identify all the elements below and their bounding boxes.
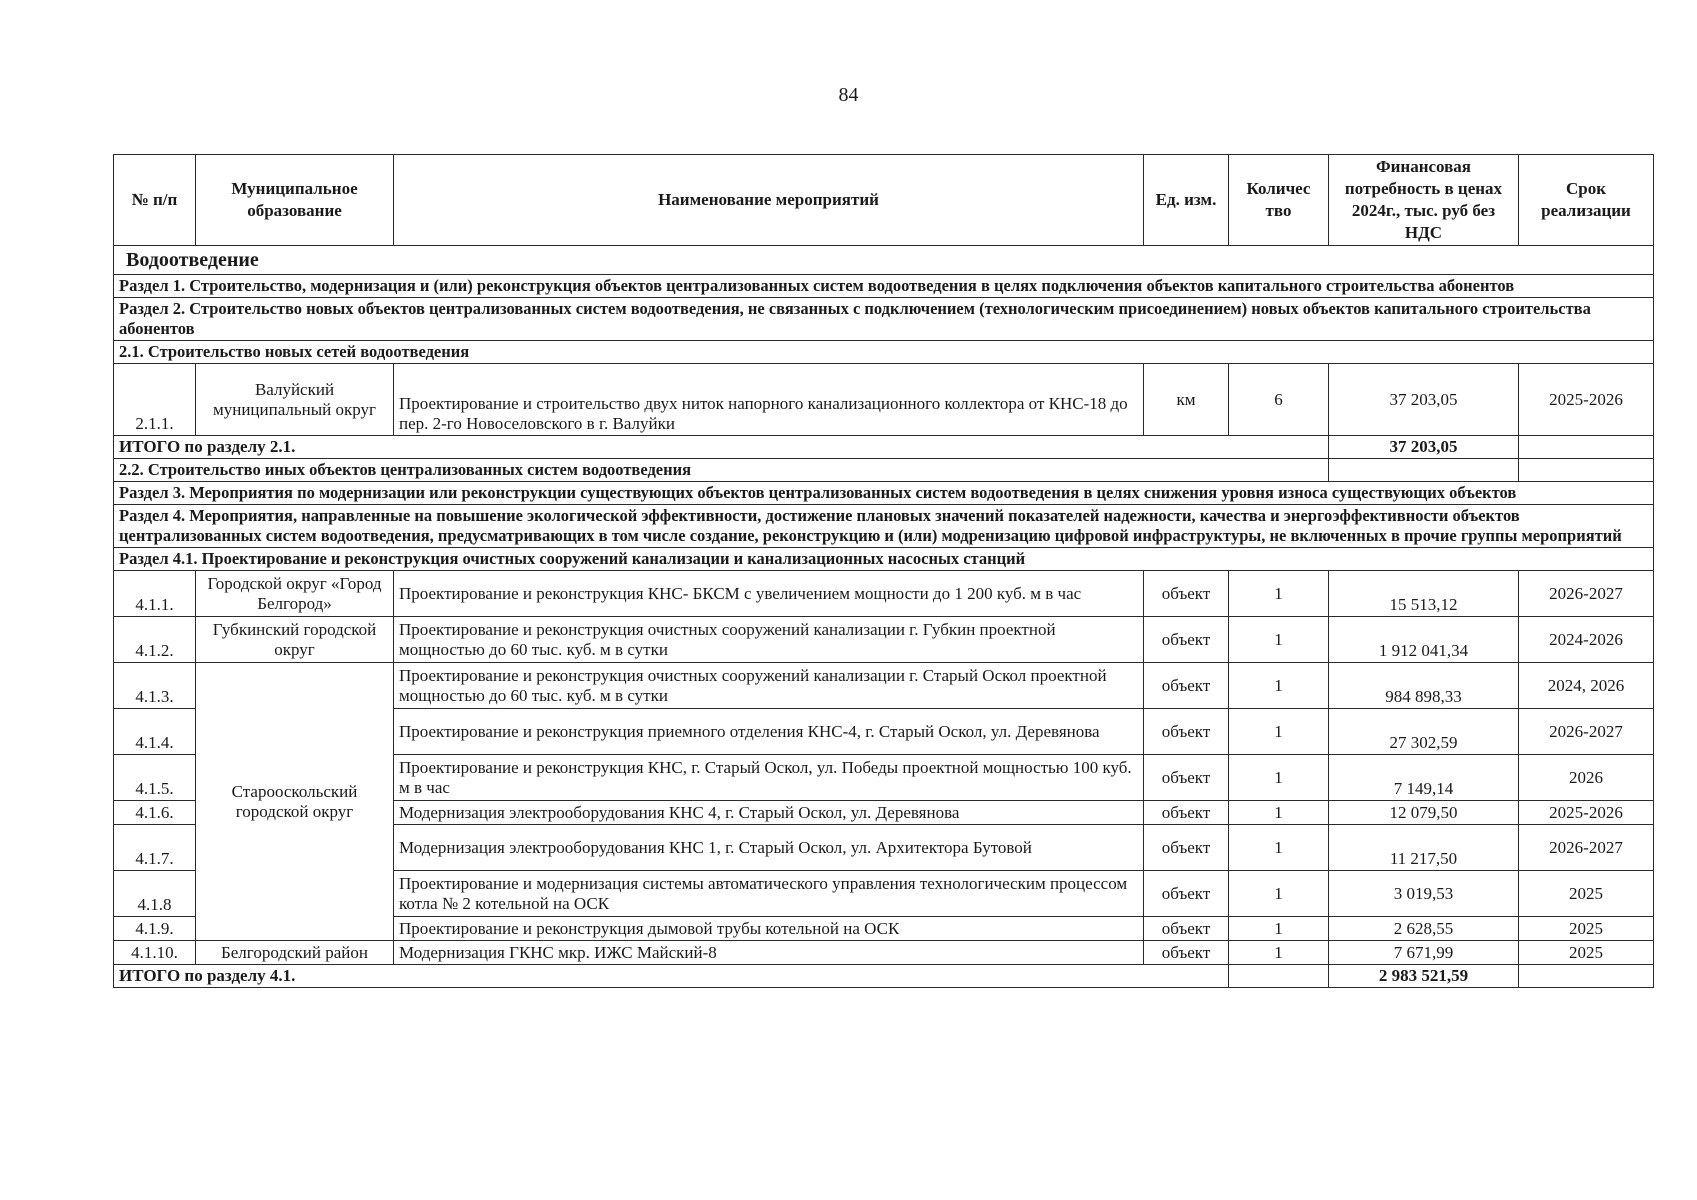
row-finance: 1 912 041,34 [1329, 617, 1519, 663]
row-unit: объект [1144, 871, 1229, 917]
row-unit: объект [1144, 709, 1229, 755]
row-num: 4.1.10. [114, 941, 196, 965]
razdel-3-row [114, 482, 1654, 505]
subsection-2-2-row [114, 459, 1654, 482]
row-quantity: 1 [1229, 941, 1329, 965]
row-unit: объект [1144, 801, 1229, 825]
measures-table [113, 154, 1654, 988]
header-name: Наименование мероприятий [394, 155, 1144, 246]
row-finance: 15 513,12 [1329, 571, 1519, 617]
table-row [114, 617, 1654, 663]
row-finance: 3 019,53 [1329, 871, 1519, 917]
row-quantity: 1 [1229, 663, 1329, 709]
row-quantity: 1 [1229, 825, 1329, 871]
row-municipality: Городской округ «Город Белгород» [196, 571, 394, 617]
section-title: Водоотведение [114, 246, 1654, 275]
row-name: Модернизация ГКНС мкр. ИЖС Майский-8 [394, 941, 1144, 965]
row-finance: 2 628,55 [1329, 917, 1519, 941]
row-quantity: 1 [1229, 709, 1329, 755]
row-quantity: 6 [1229, 364, 1329, 436]
row-quantity: 1 [1229, 801, 1329, 825]
row-name: Проектирование и строительство двух ниток напорного канализационного коллектора от КНС-18 до пер. 2-го Новоселовского в г. Валуйки [394, 364, 1144, 436]
row-deadline: 2026-2027 [1519, 571, 1654, 617]
razdel-1-title: Раздел 1. Строительство, модернизация и (или) реконструкция объектов централизованных систем водоотведения в целях подключения объектов капитального строительства абонентов [114, 275, 1654, 298]
row-num: 2.1.1. [114, 364, 196, 436]
row-num: 4.1.6. [114, 801, 196, 825]
header-finance: Финансовая потребность в ценах 2024г., тыс. руб без НДС [1329, 155, 1519, 246]
row-unit: объект [1144, 663, 1229, 709]
row-quantity: 1 [1229, 617, 1329, 663]
header-unit: Ед. изм. [1144, 155, 1229, 246]
row-num: 4.1.3. [114, 663, 196, 709]
razdel-3-title: Раздел 3. Мероприятия по модернизации или реконструкции существующих объектов централизованных систем водоотведения в целях снижения уровня износа существующих объектов [114, 482, 1654, 505]
razdel-4-row [114, 505, 1654, 548]
row-unit: объект [1144, 917, 1229, 941]
page-number: 84 [838, 84, 859, 106]
row-quantity: 1 [1229, 871, 1329, 917]
total-4-1-value: 2 983 521,59 [1329, 965, 1519, 988]
row-deadline: 2025 [1519, 871, 1654, 917]
header-municipality: Муниципальное образование [196, 155, 394, 246]
row-finance: 27 302,59 [1329, 709, 1519, 755]
row-municipality-merged: Старооскольский городской округ [196, 663, 394, 941]
table-row [114, 571, 1654, 617]
row-finance: 11 217,50 [1329, 825, 1519, 871]
row-name: Проектирование и реконструкция очистных сооружений канализации г. Старый Оскол проектной мощностью до 60 тыс. куб. м в сутки [394, 663, 1144, 709]
subsection-2-1-row [114, 341, 1654, 364]
row-name: Проектирование и реконструкция очистных сооружений канализации г. Губкин проектной мощностью до 60 тыс. куб. м в сутки [394, 617, 1144, 663]
row-unit: объект [1144, 825, 1229, 871]
razdel-2-title: Раздел 2. Строительство новых объектов централизованных систем водоотведения, не связанных с подключением (технологическим присоединением) новых объектов капитального строительства абонентов [114, 298, 1654, 341]
total-4-1-label: ИТОГО по разделу 4.1. [114, 965, 1229, 988]
header-deadline: Срок реализации [1519, 155, 1654, 246]
row-municipality: Белгородский район [196, 941, 394, 965]
row-deadline: 2026 [1519, 755, 1654, 801]
row-num: 4.1.8 [114, 871, 196, 917]
row-name: Проектирование и реконструкция приемного отделения КНС-4, г. Старый Оскол, ул. Деревянова [394, 709, 1144, 755]
row-name: Модернизация электрооборудования КНС 1, г. Старый Оскол, ул. Архитектора Бутовой [394, 825, 1144, 871]
row-name: Проектирование и реконструкция КНС- БКСМ с увеличением мощности до 1 200 куб. м в час [394, 571, 1144, 617]
header-quantity: Количес тво [1229, 155, 1329, 246]
row-name: Проектирование и модернизация системы автоматического управления технологическим процессом котла № 2 котельной на ОСК [394, 871, 1144, 917]
row-quantity: 1 [1229, 755, 1329, 801]
row-num: 4.1.1. [114, 571, 196, 617]
total-2-1-label: ИТОГО по разделу 2.1. [114, 436, 1329, 459]
razdel-1-row [114, 275, 1654, 298]
row-num: 4.1.7. [114, 825, 196, 871]
subsection-2-1-title: 2.1. Строительство новых сетей водоотведения [114, 341, 1654, 364]
row-unit: объект [1144, 941, 1229, 965]
row-num: 4.1.2. [114, 617, 196, 663]
row-num: 4.1.9. [114, 917, 196, 941]
row-unit: объект [1144, 617, 1229, 663]
table-header-row [114, 155, 1654, 246]
table-row [114, 663, 1654, 709]
razdel-2-row [114, 298, 1654, 341]
row-finance: 12 079,50 [1329, 801, 1519, 825]
total-2-1-row [114, 436, 1654, 459]
row-quantity: 1 [1229, 917, 1329, 941]
row-municipality: Губкинский городской округ [196, 617, 394, 663]
row-deadline: 2025-2026 [1519, 801, 1654, 825]
row-num: 4.1.4. [114, 709, 196, 755]
row-deadline: 2024, 2026 [1519, 663, 1654, 709]
razdel-4-1-row [114, 548, 1654, 571]
row-name: Модернизация электрооборудования КНС 4, г. Старый Оскол, ул. Деревянова [394, 801, 1144, 825]
header-num: № п/п [114, 155, 196, 246]
row-finance: 37 203,05 [1329, 364, 1519, 436]
razdel-4-1-title: Раздел 4.1. Проектирование и реконструкция очистных сооружений канализации и канализационных насосных станций [114, 548, 1654, 571]
row-unit: объект [1144, 571, 1229, 617]
razdel-4-title: Раздел 4. Мероприятия, направленные на повышение экологической эффективности, достижение плановых значений показателей надежности, качества и энергоэффективности объектов централизованных систем водоотведения, предусматривающих в том числе создание, реконструкцию и (или) модренизацию цифровой инфраструктуры, не включенных в прочие группы мероприятий [114, 505, 1654, 548]
row-deadline: 2025-2026 [1519, 364, 1654, 436]
row-deadline: 2025 [1519, 941, 1654, 965]
row-unit: объект [1144, 755, 1229, 801]
row-municipality: Валуйский муниципальный округ [196, 364, 394, 436]
row-name: Проектирование и реконструкция КНС, г. Старый Оскол, ул. Победы проектной мощностью 100 куб. м в час [394, 755, 1144, 801]
row-finance: 984 898,33 [1329, 663, 1519, 709]
section-title-row [114, 246, 1654, 275]
table-row [114, 941, 1654, 965]
row-name: Проектирование и реконструкция дымовой трубы котельной на ОСК [394, 917, 1144, 941]
row-num: 4.1.5. [114, 755, 196, 801]
row-quantity: 1 [1229, 571, 1329, 617]
row-deadline: 2025 [1519, 917, 1654, 941]
row-deadline: 2026-2027 [1519, 825, 1654, 871]
total-4-1-row [114, 965, 1654, 988]
subsection-2-2-title: 2.2. Строительство иных объектов централизованных систем водоотведения [114, 459, 1329, 482]
total-2-1-value: 37 203,05 [1329, 436, 1519, 459]
table-row [114, 364, 1654, 436]
row-finance: 7 149,14 [1329, 755, 1519, 801]
row-deadline: 2026-2027 [1519, 709, 1654, 755]
row-unit: км [1144, 364, 1229, 436]
row-deadline: 2024-2026 [1519, 617, 1654, 663]
row-finance: 7 671,99 [1329, 941, 1519, 965]
